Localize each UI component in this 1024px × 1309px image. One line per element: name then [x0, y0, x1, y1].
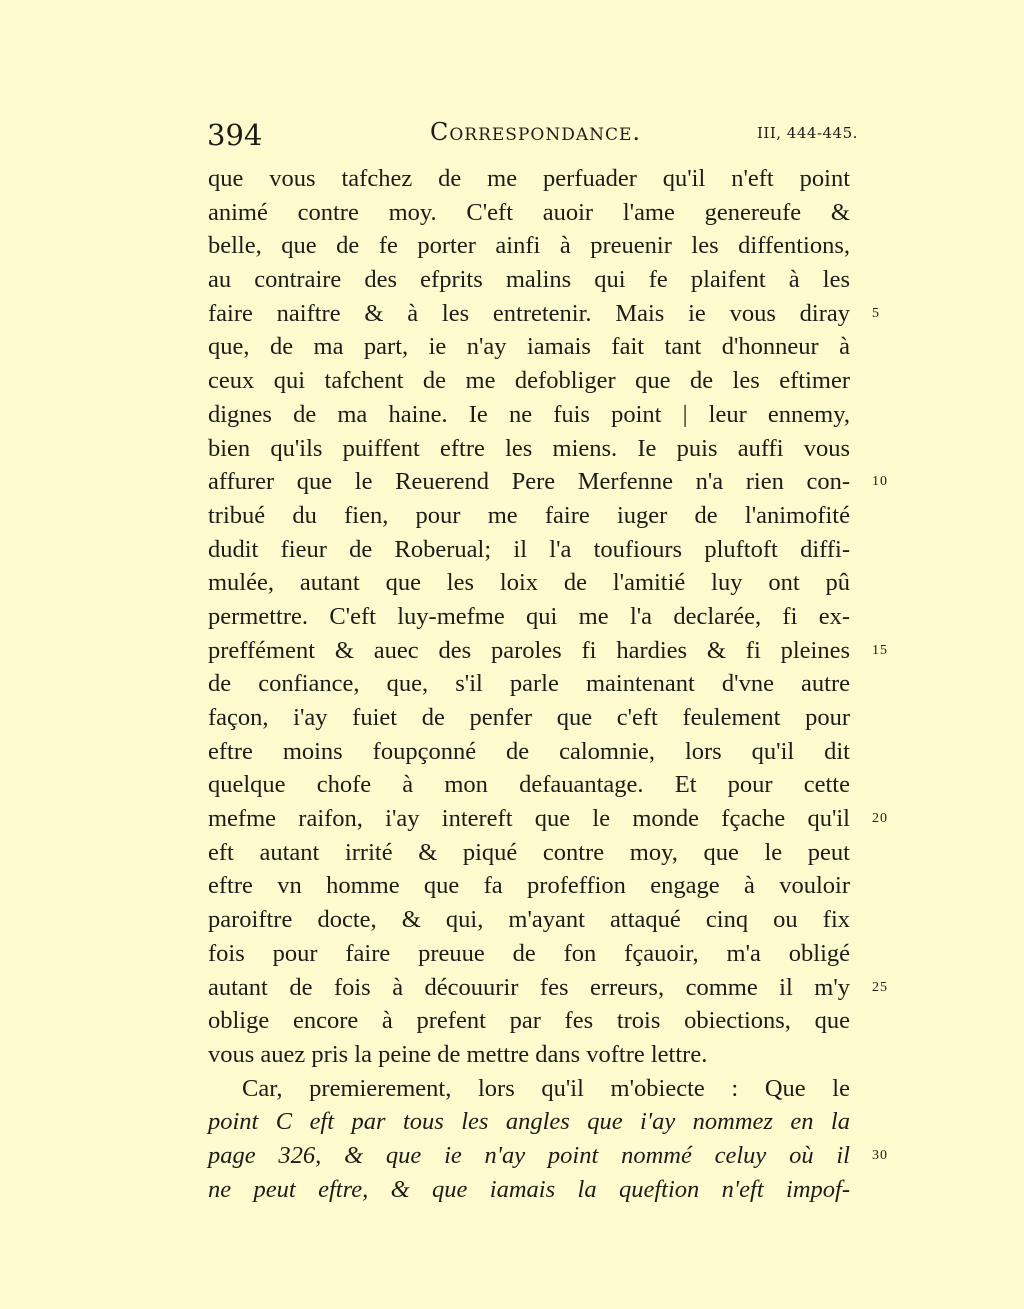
- text-line: oblige encore à prefent par fes trois obiections, que: [208, 1007, 850, 1035]
- text-line: animé contre moy. C'eft auoir l'ame genereufe &: [208, 198, 850, 226]
- text-line: Car, premierement, lors qu'il m'obiecte : Que le: [242, 1074, 850, 1102]
- text-line: fois pour faire preuue de fon fçauoir, m'a obligé: [208, 939, 850, 967]
- text-line: dudit fieur de Roberual; il l'a toufiours pluftoft diffi-: [208, 535, 850, 563]
- body-text: [208, 162, 850, 1206]
- text-line: faire naiftre & à les entretenir. Mais ie vous diray: [208, 299, 850, 327]
- page-header: [0, 112, 1024, 152]
- text-line: eftre vn homme que fa profeffion engage à vouloir: [208, 872, 850, 900]
- folio-reference: III, 444-445.: [757, 124, 858, 142]
- text-line: mefme raifon, i'ay intereft que le monde fçache qu'il: [208, 805, 850, 833]
- text-line: de confiance, que, s'il parle maintenant d'vne autre: [208, 670, 850, 698]
- text-line: belle, que de fe porter ainfi à preuenir les diffentions,: [208, 232, 850, 260]
- page-number: 394: [207, 118, 263, 152]
- text-line: affurer que le Reuerend Pere Merfenne n'a rien con-: [208, 468, 850, 496]
- text-line: quelque chofe à mon defauantage. Et pour cette: [208, 771, 850, 799]
- text-line: au contraire des efprits malins qui fe plaifent à les: [208, 266, 850, 294]
- text-line: bien qu'ils puiffent eftre les miens. Ie puis auffi vous: [208, 434, 850, 462]
- text-line: ne peut eftre, & que iamais la queftion n'eft impof-: [208, 1175, 850, 1203]
- text-line: paroiftre docte, & qui, m'ayant attaqué cinq ou fix: [208, 906, 850, 934]
- line-number: 25: [872, 979, 888, 995]
- text-line: façon, i'ay fuiet de penfer que c'eft feulement pour: [208, 704, 850, 731]
- text-line: eftre moins foupçonné de calomnie, lors qu'il dit: [208, 737, 850, 765]
- text-line: eft autant irrité & piqué contre moy, que le peut: [208, 838, 850, 866]
- text-line: vous auez pris la peine de mettre dans voftre lettre.: [208, 1040, 708, 1068]
- text-line: tribué du fien, pour me faire iuger de l'animofité: [208, 501, 850, 529]
- line-number: 20: [872, 811, 888, 827]
- line-number: 30: [872, 1148, 888, 1164]
- text-line: permettre. C'eft luy-mefme qui me l'a declarée, fi ex-: [208, 602, 850, 630]
- text-line: que vous tafchez de me perfuader qu'il n'eft point: [208, 165, 850, 192]
- running-title: Correspondance.: [430, 118, 642, 146]
- text-line: que, de ma part, ie n'ay iamais fait tant d'honneur à: [208, 333, 850, 361]
- text-line: mulée, autant que les loix de l'amitié luy ont pû: [208, 569, 850, 597]
- line-number: 10: [872, 474, 888, 490]
- text-line: autant de fois à découurir fes erreurs, comme il m'y: [208, 973, 850, 1001]
- text-line: dignes de ma haine. Ie ne fuis point | leur ennemy,: [208, 400, 850, 428]
- text-line: preffément & auec des paroles fi hardies & fi pleines: [208, 636, 850, 664]
- text-line: ceux qui tafchent de me defobliger que de les eftimer: [208, 367, 850, 395]
- line-number: 15: [872, 642, 888, 658]
- line-number: 5: [872, 305, 880, 321]
- text-line: point C eft par tous les angles que i'ay nommez en la: [208, 1108, 850, 1136]
- text-line: page 326, & que ie n'ay point nommé celuy où il: [208, 1141, 850, 1169]
